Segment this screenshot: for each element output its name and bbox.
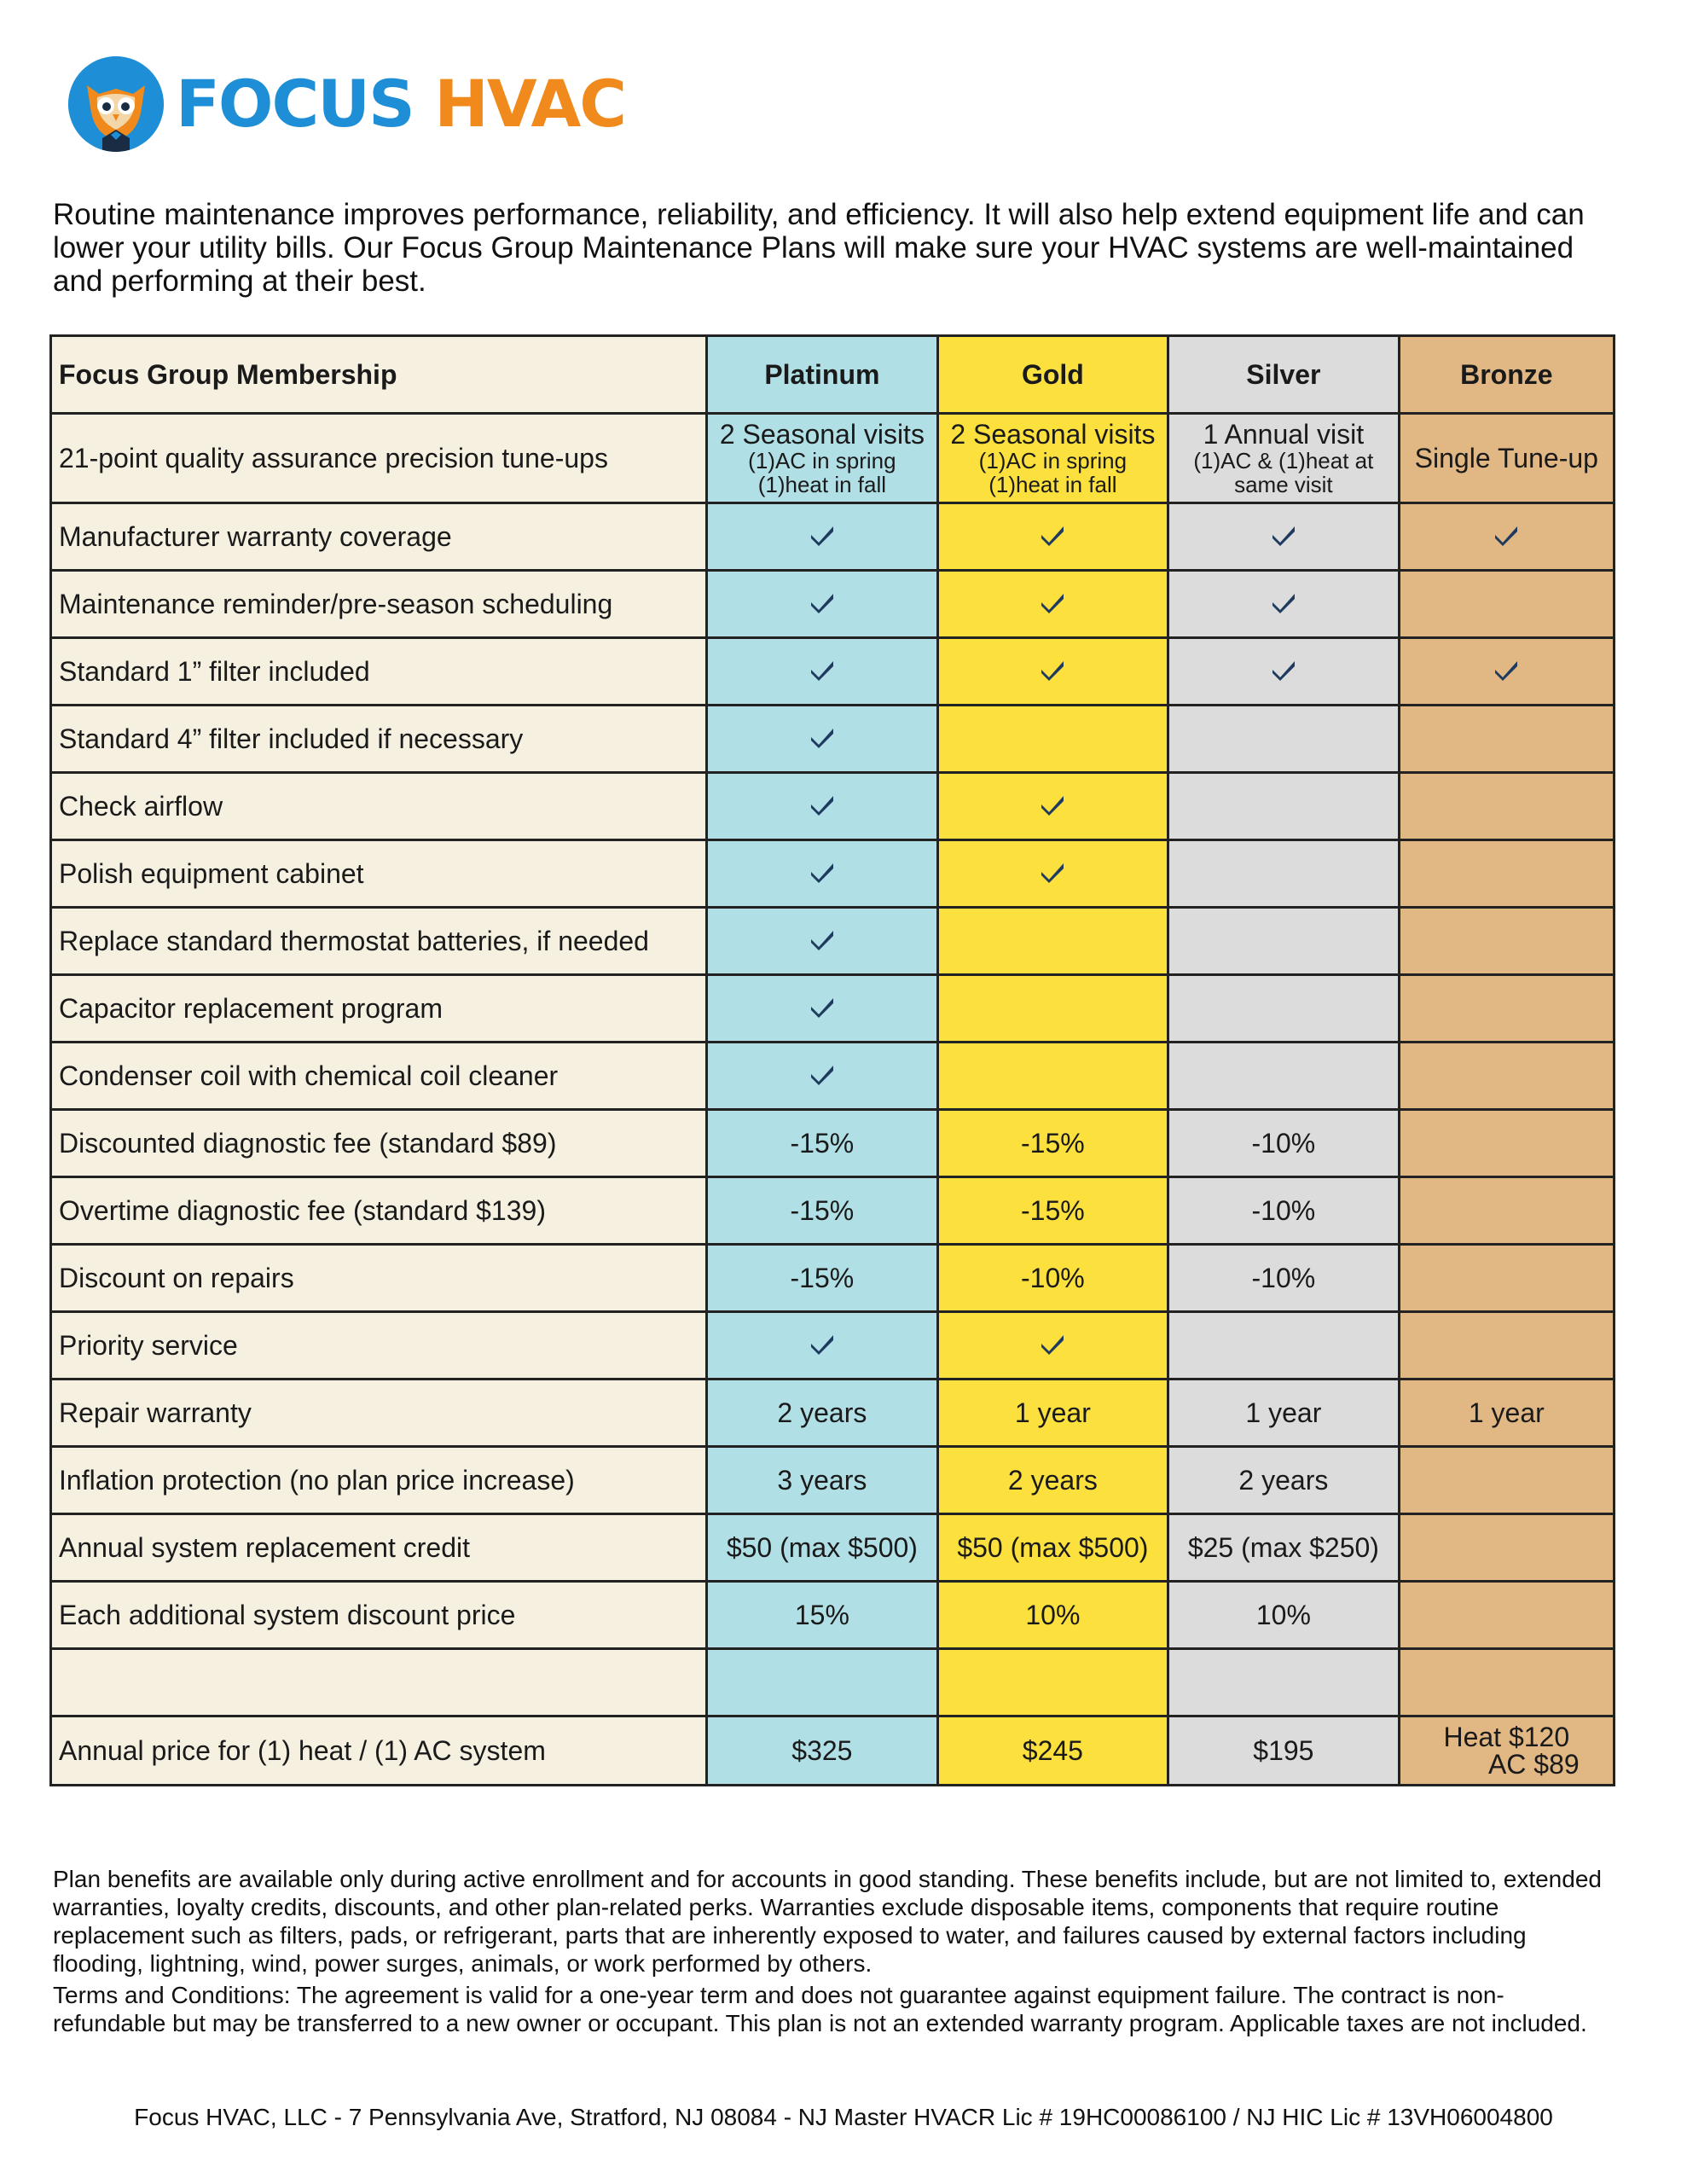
cell-silver [1168,706,1400,773]
price-bronze-heat: Heat $120 [1443,1722,1570,1752]
row-feature: Standard 1” filter included [51,638,707,706]
cell-bronze [1399,638,1614,706]
cell-gold: -15% [937,1110,1168,1177]
table-row [51,1110,1615,1177]
row-feature: Inflation protection (no plan price increase) [51,1447,707,1514]
row-feature: Replace standard thermostat batteries, if needed [51,908,707,975]
row-feature: Discount on repairs [51,1245,707,1312]
cell-platinum: -15% [707,1110,938,1177]
cell-bronze [1399,773,1614,840]
table-row [51,571,1615,638]
cell-silver [1168,638,1400,706]
cell-gold [937,414,1168,503]
cell-silver: -10% [1168,1177,1400,1245]
row-feature: Maintenance reminder/pre-season scheduling [51,571,707,638]
row-feature: Capacitor replacement program [51,975,707,1043]
row-feature: Annual price for (1) heat / (1) AC system [51,1716,707,1786]
check-icon [809,726,835,748]
footer-address: Focus HVAC, LLC - 7 Pennsylvania Ave, Stratford, NJ 08084 - NJ Master HVACR Lic # 19HC00086100 / NJ HIC Lic # 13VH06004800 [134,2104,1553,2130]
cell-silver: -10% [1168,1245,1400,1312]
brand-name-hvac: HVAC [434,66,626,142]
row-feature: Standard 4” filter included if necessary [51,706,707,773]
check-icon [1040,793,1065,816]
visit-sub: (1)AC & (1)heat at [1193,448,1374,473]
cell-bronze [1399,503,1614,571]
cell-gold: 10% [937,1582,1168,1649]
cell-platinum: 15% [707,1582,938,1649]
table-row [51,1312,1615,1380]
table-row [51,1245,1615,1312]
cell-gold [937,1649,1168,1716]
cell-platinum [707,773,938,840]
check-icon [809,524,835,546]
cell-bronze [1399,1245,1614,1312]
check-icon [1271,591,1296,613]
price-silver: $195 [1168,1716,1400,1786]
fine-print-terms: Terms and Conditions: The agreement is valid for a one-year term and does not guarantee against equipment failure. The contract is non-refundable but may be transferred to a new owner or occupant. This plan is not an extended warranty program. Applicable taxes are not included. [53,1982,1587,2036]
table-row-price [51,1716,1615,1786]
cell-bronze [1399,1312,1614,1380]
row-feature: Repair warranty [51,1380,707,1447]
brand-name [176,66,626,142]
cell-bronze [1399,1110,1614,1177]
row-feature: Polish equipment cabinet [51,840,707,908]
table-row [51,1582,1615,1649]
table-row [51,1514,1615,1582]
cell-silver [1168,840,1400,908]
cell-bronze [1399,1447,1614,1514]
cell-bronze: Single Tune-up [1399,414,1614,503]
table-row [51,1177,1615,1245]
cell-bronze [1399,571,1614,638]
visit-sub: (1)heat in fall [988,472,1117,497]
row-feature: Priority service [51,1312,707,1380]
cell-gold: -15% [937,1177,1168,1245]
cell-platinum: -15% [707,1177,938,1245]
cell-gold: $50 (max $500) [937,1514,1168,1582]
cell-bronze [1399,706,1614,773]
cell-silver: -10% [1168,1110,1400,1177]
brand-logo [68,56,625,152]
check-icon [1271,524,1296,546]
check-icon [809,591,835,613]
cell-gold [937,1312,1168,1380]
cell-gold [937,638,1168,706]
cell-platinum: $50 (max $500) [707,1514,938,1582]
intro-text: Routine maintenance improves performance, reliability, and efficiency. It will also help extend equipment life and can lower your utility bills. Our Focus Group Maintenance Plans will make sure your HVAC systems are well-maintained and performing at their best. [53,198,1585,298]
row-feature: Discounted diagnostic fee (standard $89) [51,1110,707,1177]
table-row [51,1447,1615,1514]
table-header-row [51,336,1615,414]
cell-bronze [1399,1043,1614,1110]
cell-platinum [707,638,938,706]
owl-icon [68,56,164,152]
check-icon [1271,659,1296,681]
fine-print-benefits: Plan benefits are available only during active enrollment and for accounts in good standing. These benefits include, but are not limited to, extended warranties, loyalty credits, discounts, and other plan-related perks. Warranties exclude disposable items, components that require routine replacement such as filters, pads, or refrigerant, parts that are inherently exposed to water, and failures caused by external factors including flooding, lightning, wind, power surges, animals, or work performed by others. [53,1866,1602,1977]
cell-silver: 2 years [1168,1447,1400,1514]
visit-sub: same visit [1234,472,1333,497]
table-row [51,1043,1615,1110]
cell-platinum [707,975,938,1043]
cell-gold [937,1043,1168,1110]
cell-platinum: 3 years [707,1447,938,1514]
check-icon [1040,591,1065,613]
table-row [51,706,1615,773]
header-silver: Silver [1168,336,1400,414]
check-icon [809,793,835,816]
cell-silver [1168,908,1400,975]
cell-silver [1168,975,1400,1043]
check-icon [809,1333,835,1355]
cell-bronze [1399,840,1614,908]
table-row [51,1380,1615,1447]
cell-silver: 1 year [1168,1380,1400,1447]
cell-platinum: -15% [707,1245,938,1312]
cell-platinum [707,840,938,908]
table-row [51,638,1615,706]
cell-silver [1168,571,1400,638]
check-icon [1040,1333,1065,1355]
cell-silver [1168,773,1400,840]
table-row-tuneups [51,414,1615,503]
cell-silver [1168,1312,1400,1380]
table-row [51,908,1615,975]
row-feature: 21-point quality assurance precision tune-ups [51,414,707,503]
cell-platinum: 2 years [707,1380,938,1447]
visit-sub: (1)AC in spring [978,448,1128,473]
visit-main: 1 Annual visit [1203,419,1365,450]
cell-gold [937,706,1168,773]
cell-gold [937,908,1168,975]
price-gold: $245 [937,1716,1168,1786]
cell-platinum [707,414,938,503]
cell-gold: 2 years [937,1447,1168,1514]
brand-name-focus: FOCUS [176,66,414,142]
cell-gold [937,503,1168,571]
cell-platinum [707,503,938,571]
cell-gold: -10% [937,1245,1168,1312]
header-feature: Focus Group Membership [51,336,707,414]
cell-gold [937,773,1168,840]
visit-sub: (1)AC in spring [748,448,896,473]
cell-silver [1168,1649,1400,1716]
cell-platinum [707,1649,938,1716]
cell-platinum [707,706,938,773]
cell-platinum [707,1043,938,1110]
visit-sub: (1)heat in fall [757,472,887,497]
table-row [51,773,1615,840]
row-feature: Overtime diagnostic fee (standard $139) [51,1177,707,1245]
row-feature: Check airflow [51,773,707,840]
cell-silver: 10% [1168,1582,1400,1649]
header-gold: Gold [937,336,1168,414]
check-icon [809,928,835,950]
cell-gold: 1 year [937,1380,1168,1447]
row-feature: Annual system replacement credit [51,1514,707,1582]
row-feature: Condenser coil with chemical coil cleaner [51,1043,707,1110]
header-platinum: Platinum [707,336,938,414]
cell-gold [937,840,1168,908]
check-icon [1040,861,1065,883]
table-row [51,975,1615,1043]
cell-platinum [707,908,938,975]
row-feature: Each additional system discount price [51,1582,707,1649]
cell-gold [937,975,1168,1043]
check-icon [809,1063,835,1085]
cell-silver [1168,414,1400,503]
cell-bronze [1399,1514,1614,1582]
check-icon [809,861,835,883]
price-bronze-ac: AC $89 [1487,1749,1580,1780]
cell-bronze [1399,1649,1614,1716]
cell-silver: $25 (max $250) [1168,1514,1400,1582]
cell-bronze [1399,908,1614,975]
row-feature [51,1649,707,1716]
cell-bronze [1399,1177,1614,1245]
check-icon [809,659,835,681]
price-bronze [1399,1716,1614,1786]
header-bronze: Bronze [1399,336,1614,414]
visit-main: 2 Seasonal visits [719,419,925,450]
membership-table [49,334,1615,1786]
cell-gold [937,571,1168,638]
price-platinum: $325 [707,1716,938,1786]
row-feature: Manufacturer warranty coverage [51,503,707,571]
cell-silver [1168,503,1400,571]
cell-bronze [1399,975,1614,1043]
table-row [51,840,1615,908]
visit-main: 2 Seasonal visits [950,419,1156,450]
cell-platinum [707,1312,938,1380]
cell-bronze [1399,1582,1614,1649]
check-icon [1040,659,1065,681]
cell-silver [1168,1043,1400,1110]
check-icon [1493,524,1519,546]
check-icon [809,996,835,1018]
check-icon [1493,659,1519,681]
table-row [51,1649,1615,1716]
cell-platinum [707,571,938,638]
check-icon [1040,524,1065,546]
table-row [51,503,1615,571]
cell-bronze: 1 year [1399,1380,1614,1447]
